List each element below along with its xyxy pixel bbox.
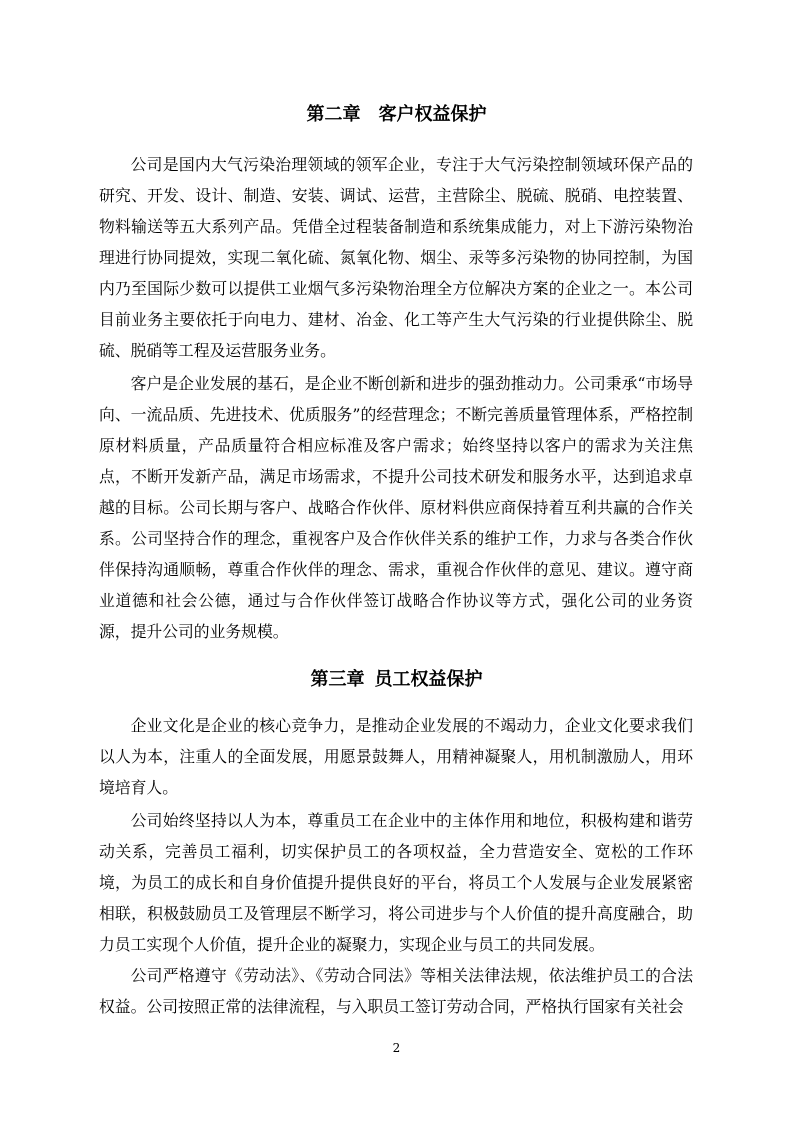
chapter-2-paragraph-1: 公司是国内大气污染治理领域的领军企业，专注于大气污染控制领域环保产品的研究、开发、设计、制造、安装、调试、运营，主营除尘、脱硫、脱硝、电控装置、物料输送等五大系列产品。凭借全过程装备制造和系统集成能力，对上下游污染物治理进行协同提效，实现二氧化硫、氮氧化物、烟尘、汞等多污染物的协同控制，为国内乃至国际少数可以提供工业烟气多污染物治理全方位解决方案的企业之一。本公司目前业务主要依托于向电力、建材、冶金、化工等产生大气污染的行业提供除尘、脱硫、脱硝等工程及运营服务业务。 bbox=[99, 155, 693, 360]
chapter-3-paragraph-1: 企业文化是企业的核心竞争力，是推动企业发展的不竭动力，企业文化要求我们以人为本，注重人的全面发展，用愿景鼓舞人，用精神凝聚人，用机制激励人，用环境培育人。 bbox=[99, 716, 693, 797]
page-number: 2 bbox=[392, 1041, 401, 1055]
chapter-3-paragraph-3: 公司严格遵守《劳动法》、《劳动合同法》等相关法律法规，依法维护员工的合法权益。公司按照正常的法律流程，与入职员工签订劳动合同，严格执行国家有关社会 bbox=[99, 966, 693, 1016]
chapter-3-paragraph-2: 公司始终坚持以人为本，尊重员工在企业中的主体作用和地位，积极构建和谐劳动关系，完善员工福利，切实保护员工的各项权益，全力营造安全、宽松的工作环境，为员工的成长和自身价值提升提供良好的平台，将员工个人发展与企业发展紧密相联，积极鼓励员工及管理层不断学习，将公司进步与个人价值的提升高度融合，助力员工实现个人价值，提升企业的凝聚力，实现企业与员工的共同发展。 bbox=[99, 811, 693, 954]
chapter-2-title: 客户权益保护 bbox=[378, 104, 487, 125]
chapter-2-number: 第二章 bbox=[306, 104, 361, 125]
chapter-3-number: 第三章 bbox=[310, 669, 365, 690]
chapter-2-heading bbox=[0, 103, 793, 127]
chapter-2-paragraph-2: 客户是企业发展的基石，是企业不断创新和进步的强劲推动力。公司秉承“市场导向、一流品质、先进技术、优质服务”的经营理念；不断完善质量管理体系，严格控制原材料质量，产品质量符合相应标准及客户需求；始终坚持以客户的需求为关注焦点，不断开发新产品，满足市场需求，不提升公司技术研发和服务水平，达到追求卓越的目标。公司长期与客户、战略合作伙伴、原材料供应商保持着互利共赢的合作关系。公司坚持合作的理念，重视客户及合作伙伴关系的维护工作，力求与各类合作伙伴保持沟通顺畅，尊重合作伙伴的理念、需求，重视合作伙伴的意见、建议。遵守商业道德和社会公德，通过与合作伙伴签订战略合作协议等方式，强化公司的业务资源，提升公司的业务规模。 bbox=[99, 374, 693, 641]
chapter-3-title: 员工权益保护 bbox=[374, 669, 483, 690]
chapter-3-heading bbox=[0, 668, 793, 692]
